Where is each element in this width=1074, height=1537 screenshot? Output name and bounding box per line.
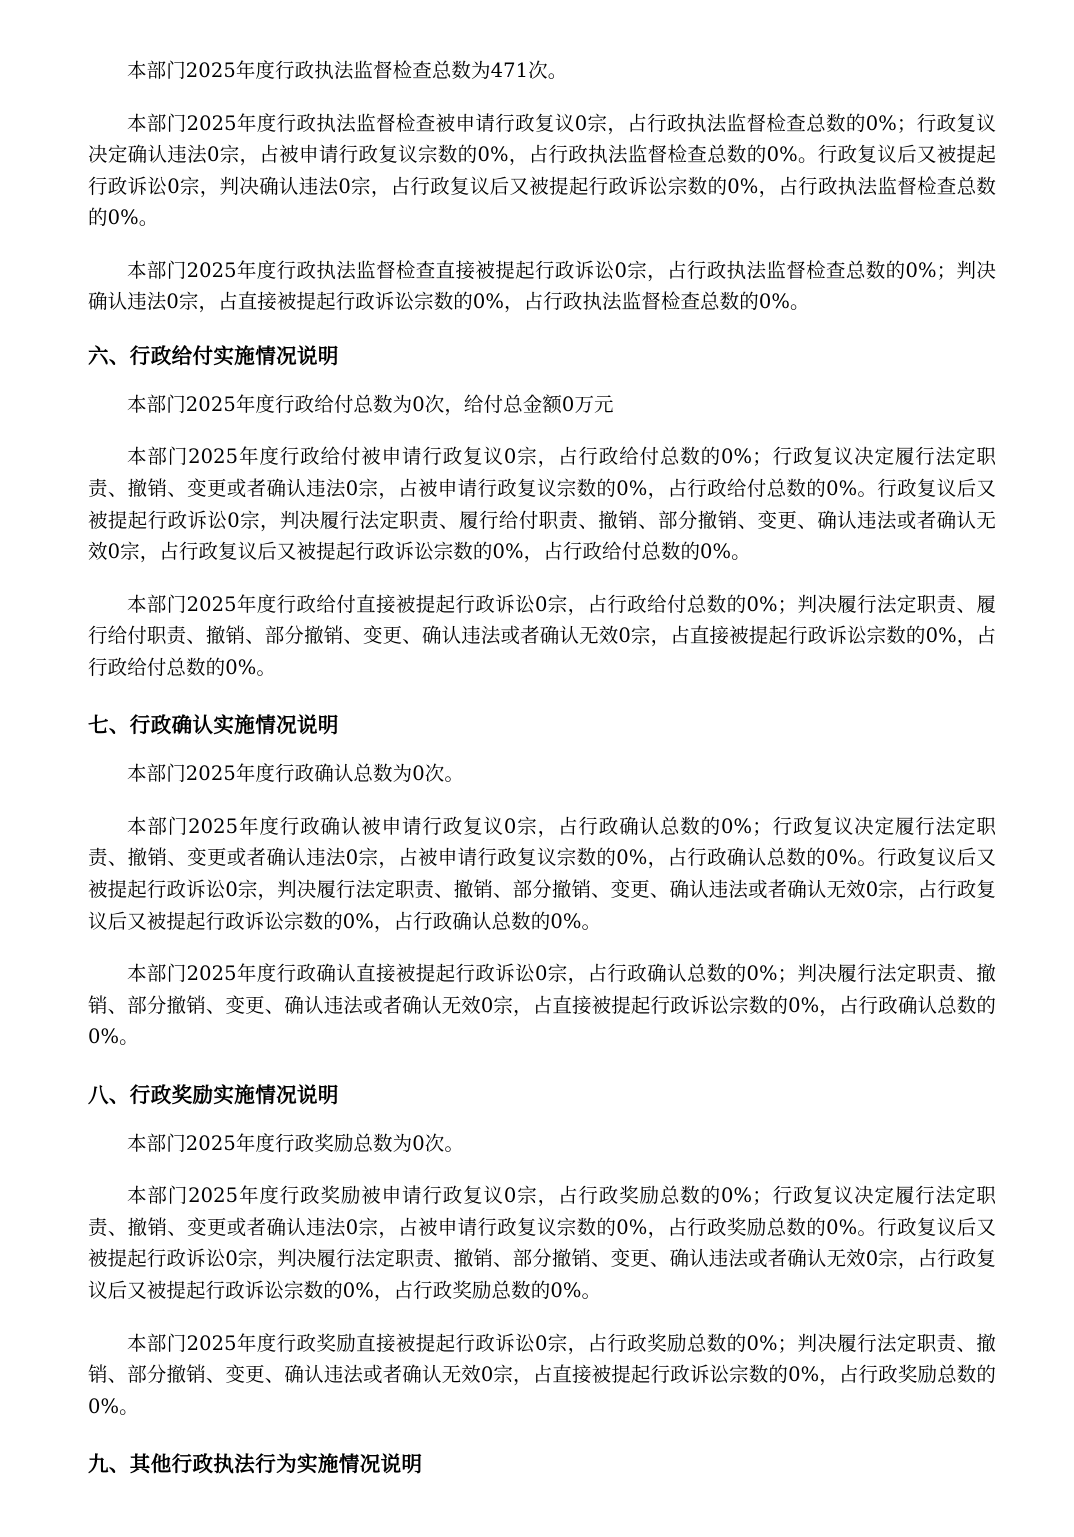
para-payment-litigation: 本部门2025年度行政给付直接被提起行政诉讼0宗，占行政给付总数的0%；判决履行法定职责、履行给付职责、撤销、部分撤销、变更、确认违法或者确认无效0宗，占直接被提起行政诉讼宗数的0%，占行政给付总数的0%。 [88, 592, 996, 679]
heading-administrative-reward: 八、行政奖励实施情况说明 [88, 1082, 339, 1107]
heading-other-enforcement: 九、其他行政执法行为实施情况说明 [88, 1452, 423, 1477]
para-supervision-litigation: 本部门2025年度行政执法监督检查直接被提起行政诉讼0宗，占行政执法监督检查总数的0%；判决确认违法0宗，占直接被提起行政诉讼宗数的0%，占行政执法监督检查总数的0%。 [88, 258, 996, 314]
document-body [88, 55, 996, 1481]
para-reward-reconsideration: 本部门2025年度行政奖励被申请行政复议0宗，占行政奖励总数的0%；行政复议决定履行法定职责、撤销、变更或者确认违法0宗，占被申请行政复议宗数的0%，占行政奖励总数的0%。行政复议后又被提起行政诉讼0宗，判决履行法定职责、撤销、部分撤销、变更、确认违法或者确认无效0宗，占行政复议后又被提起行政诉讼宗数的0%，占行政奖励总数的0%。 [88, 1184, 996, 1302]
para-confirmation-reconsideration: 本部门2025年度行政确认被申请行政复议0宗，占行政确认总数的0%；行政复议决定履行法定职责、撤销、变更或者确认违法0宗，占被申请行政复议宗数的0%，占行政确认总数的0%。行政复议后又被提起行政诉讼0宗，判决履行法定职责、撤销、部分撤销、变更、确认违法或者确认无效0宗，占行政复议后又被提起行政诉讼宗数的0%，占行政确认总数的0%。 [88, 814, 996, 933]
para-reward-total: 本部门2025年度行政奖励总数为0次。 [127, 1131, 464, 1155]
heading-administrative-confirmation: 七、行政确认实施情况说明 [88, 713, 339, 738]
para-payment-reconsideration: 本部门2025年度行政给付被申请行政复议0宗，占行政给付总数的0%；行政复议决定履行法定职责、撤销、变更或者确认违法0宗，占被申请行政复议宗数的0%，占行政给付总数的0%。行政复议后又被提起行政诉讼0宗，判决履行法定职责、履行给付职责、撤销、部分撤销、变更、确认违法或者确认无效0宗，占行政复议后又被提起行政诉讼宗数的0%，占行政给付总数的0%。 [88, 445, 996, 564]
para-payment-total: 本部门2025年度行政给付总数为0次，给付总金额0万元 [127, 392, 614, 416]
para-supervision-reconsideration: 本部门2025年度行政执法监督检查被申请行政复议0宗，占行政执法监督检查总数的0%；行政复议决定确认违法0宗，占被申请行政复议宗数的0%，占行政执法监督检查总数的0%。行政复议后又被提起行政诉讼0宗，判决确认违法0宗，占行政复议后又被提起行政诉讼宗数的0%，占行政执法监督检查总数的0%。 [88, 111, 996, 230]
para-supervision-total: 本部门2025年度行政执法监督检查总数为471次。 [127, 59, 568, 82]
para-confirmation-litigation: 本部门2025年度行政确认直接被提起行政诉讼0宗，占行政确认总数的0%；判决履行法定职责、撤销、部分撤销、变更、确认违法或者确认无效0宗，占直接被提起行政诉讼宗数的0%，占行政确认总数的0%。 [88, 962, 996, 1049]
para-reward-litigation: 本部门2025年度行政奖励直接被提起行政诉讼0宗，占行政奖励总数的0%；判决履行法定职责、撤销、部分撤销、变更、确认违法或者确认无效0宗，占直接被提起行政诉讼宗数的0%，占行政奖励总数的0%。 [88, 1331, 996, 1418]
heading-administrative-payment: 六、行政给付实施情况说明 [88, 344, 339, 369]
para-confirmation-total: 本部门2025年度行政确认总数为0次。 [127, 762, 464, 786]
